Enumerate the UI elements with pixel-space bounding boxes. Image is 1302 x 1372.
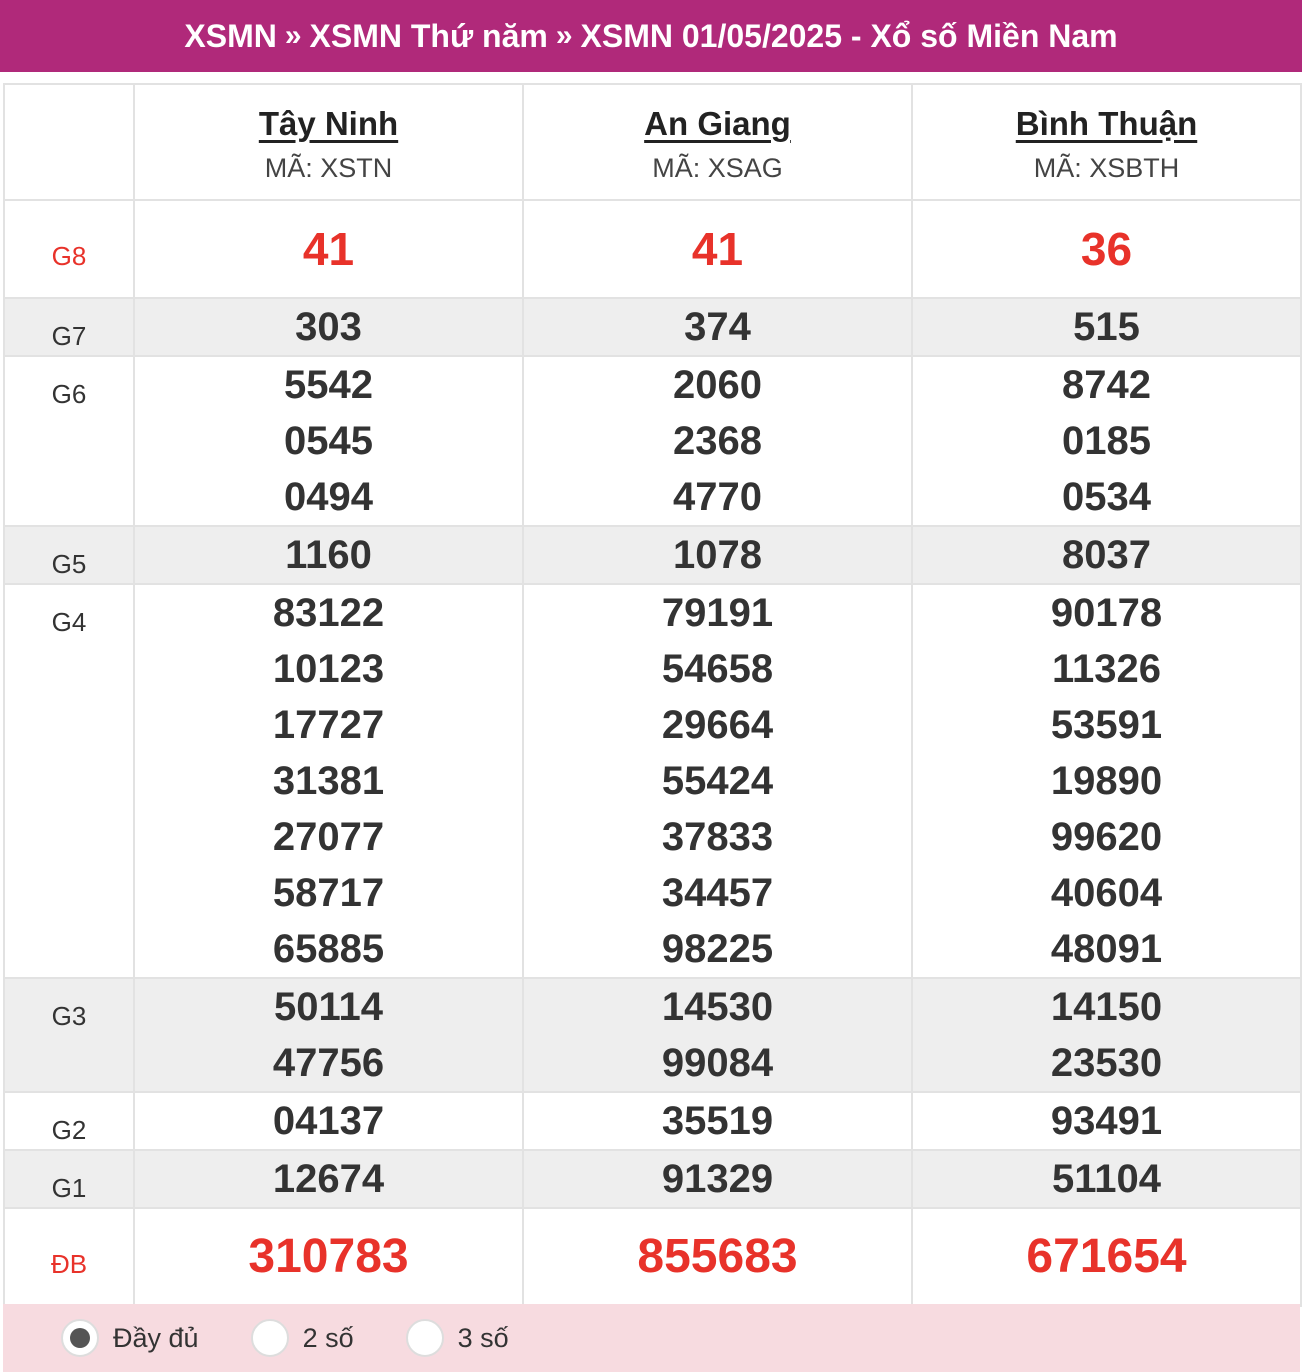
prize-label: G1: [4, 1150, 134, 1208]
province-header-binh-thuan: [912, 84, 1301, 200]
prize-label: G7: [4, 298, 134, 356]
prize-number: 93491: [1050, 1099, 1163, 1143]
prize-number: 35519: [661, 1099, 774, 1143]
prize-cell: [134, 978, 523, 1092]
prize-cell: [134, 356, 523, 526]
prize-label: G6: [4, 356, 134, 526]
prize-number: 90178: [1050, 591, 1163, 635]
prize-number: 12674: [272, 1157, 385, 1201]
prize-row: [4, 200, 1301, 298]
prize-cell: [523, 298, 912, 356]
province-link-an-giang[interactable]: An Giang: [644, 104, 791, 142]
prize-number: 27077: [272, 815, 385, 859]
radio-button-2-digits[interactable]: [251, 1319, 289, 1357]
radio-button-3-digits[interactable]: [406, 1319, 444, 1357]
prize-cell: [912, 584, 1301, 978]
prize-cell: [523, 1092, 912, 1150]
prize-number: 5542: [284, 363, 373, 407]
prize-cell: [134, 584, 523, 978]
prize-number: 0545: [284, 419, 373, 463]
prize-cell: [912, 298, 1301, 356]
prize-row: [4, 978, 1301, 1092]
radio-selected-dot: [70, 1328, 90, 1348]
prize-number: 98225: [661, 927, 774, 971]
prize-number: 54658: [661, 647, 774, 691]
breadcrumb-xsmn[interactable]: XSMN: [184, 17, 277, 54]
prize-label: ĐB: [4, 1208, 134, 1306]
prize-label: G5: [4, 526, 134, 584]
prize-cell: [912, 356, 1301, 526]
prize-number: 19890: [1050, 759, 1163, 803]
option-3-digits[interactable]: [406, 1319, 509, 1357]
prize-cell: [134, 298, 523, 356]
prize-cell: [912, 1150, 1301, 1208]
prize-number: 8742: [1062, 363, 1151, 407]
province-header-row: [4, 84, 1301, 200]
prize-row: [4, 526, 1301, 584]
prize-number: 14150: [1050, 985, 1163, 1029]
prize-number: 11326: [1051, 647, 1162, 691]
prize-row: [4, 1150, 1301, 1208]
option-full-label: Đầy đủ: [113, 1322, 199, 1353]
option-2-digits-label: 2 số: [302, 1322, 354, 1353]
display-options-bar: [3, 1304, 1300, 1372]
radio-button-full[interactable]: [61, 1319, 99, 1357]
option-full[interactable]: [61, 1319, 199, 1357]
prize-cell: [523, 584, 912, 978]
province-code: MÃ: XSTN: [264, 152, 393, 183]
prize-number: 58717: [272, 871, 385, 915]
prize-cell: [912, 200, 1301, 298]
prize-row: [4, 1092, 1301, 1150]
prize-number: 99620: [1050, 815, 1163, 859]
prize-number: 855683: [637, 1230, 798, 1283]
prize-number: 40604: [1050, 871, 1163, 915]
prize-number: 53591: [1050, 703, 1163, 747]
prize-row: [4, 356, 1301, 526]
prize-number: 303: [295, 305, 362, 349]
prize-number: 8037: [1062, 533, 1151, 577]
prize-number: 14530: [661, 985, 774, 1029]
breadcrumb-separator: »: [284, 19, 302, 52]
prize-label: G8: [4, 200, 134, 298]
prize-number: 50114: [273, 985, 384, 1029]
prize-number: 47756: [272, 1041, 385, 1085]
prize-number: 23530: [1050, 1041, 1163, 1085]
prize-number: 91329: [661, 1157, 774, 1201]
prize-cell: [912, 526, 1301, 584]
prize-number: 48091: [1050, 927, 1163, 971]
breadcrumb-separator: »: [555, 19, 573, 52]
prize-number: 0494: [284, 475, 373, 519]
prize-number: 79191: [661, 591, 774, 635]
province-link-binh-thuan[interactable]: Bình Thuận: [1015, 104, 1198, 142]
prize-cell: [523, 526, 912, 584]
prize-row: [4, 298, 1301, 356]
prize-number: 83122: [272, 591, 385, 635]
prize-number: 31381: [272, 759, 385, 803]
prize-label: G2: [4, 1092, 134, 1150]
prize-number: 34457: [661, 871, 774, 915]
prize-number: 671654: [1026, 1230, 1187, 1283]
province-code: MÃ: XSBTH: [1033, 152, 1180, 183]
prize-number: 0534: [1062, 475, 1151, 519]
prize-number: 41: [691, 223, 744, 275]
prize-cell: [134, 1150, 523, 1208]
prize-cell: [912, 1092, 1301, 1150]
province-code: MÃ: XSAG: [652, 152, 783, 183]
prize-number: 04137: [272, 1099, 385, 1143]
prize-number: 2368: [673, 419, 762, 463]
page-title-breadcrumb: [0, 0, 1302, 72]
option-3-digits-label: 3 số: [457, 1322, 509, 1353]
prize-cell: [134, 1208, 523, 1306]
header-empty-cell: [4, 84, 134, 200]
prize-cell: [523, 978, 912, 1092]
prize-cell: [912, 1208, 1301, 1306]
option-2-digits[interactable]: [251, 1319, 354, 1357]
prize-number: 37833: [661, 815, 774, 859]
prize-number: 515: [1073, 305, 1140, 349]
prize-number: 4770: [673, 475, 762, 519]
prize-number: 51104: [1051, 1157, 1162, 1201]
prize-cell: [134, 1092, 523, 1150]
prize-cell: [523, 200, 912, 298]
prize-cell: [912, 978, 1301, 1092]
prize-number: 0185: [1062, 419, 1151, 463]
prize-label: G3: [4, 978, 134, 1092]
prize-cell: [523, 1208, 912, 1306]
prize-number: 17727: [272, 703, 385, 747]
prize-number: 36: [1080, 223, 1133, 275]
breadcrumb-current-date: XSMN 01/05/2025 - Xổ số Miền Nam: [580, 17, 1118, 54]
prize-number: 10123: [272, 647, 385, 691]
prize-number: 310783: [248, 1230, 409, 1283]
prize-number: 29664: [661, 703, 774, 747]
prize-number: 374: [684, 305, 751, 349]
prize-cell: [523, 1150, 912, 1208]
prize-number: 41: [302, 223, 355, 275]
province-header-tay-ninh: [134, 84, 523, 200]
prize-row: [4, 1208, 1301, 1306]
breadcrumb-xsmn-thursday[interactable]: XSMN Thứ năm: [309, 17, 548, 54]
prize-number: 55424: [661, 759, 774, 803]
prize-cell: [134, 200, 523, 298]
lottery-results-table: [3, 83, 1302, 1307]
prize-label: G4: [4, 584, 134, 978]
province-header-an-giang: [523, 84, 912, 200]
prize-number: 2060: [673, 363, 762, 407]
prize-row: [4, 584, 1301, 978]
prize-cell: [523, 356, 912, 526]
prize-number: 1078: [673, 533, 762, 577]
prize-number: 99084: [661, 1041, 774, 1085]
prize-number: 1160: [285, 533, 372, 577]
prize-number: 65885: [272, 927, 385, 971]
province-link-tay-ninh[interactable]: Tây Ninh: [258, 104, 399, 142]
results-table-wrapper: [3, 83, 1300, 1307]
prize-cell: [134, 526, 523, 584]
